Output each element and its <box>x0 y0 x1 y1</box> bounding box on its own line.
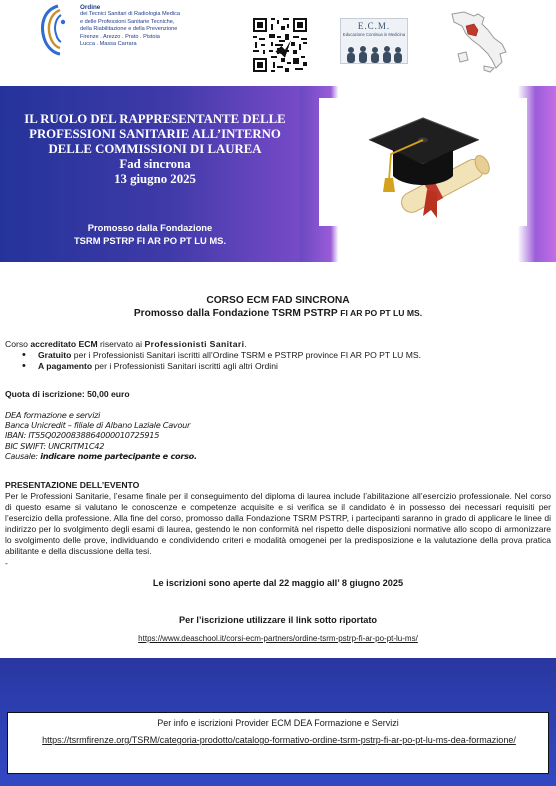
ordine-name <box>80 4 230 48</box>
bank-name: Banca Unicredit – filiale di Albano Laziale Cavour <box>5 420 191 431</box>
pricing-paid-label: A pagamento <box>38 361 93 372</box>
info-link[interactable]: https://tsrmfirenze.org/TSRM/categoria-prodotto/catalogo-formativo-ordine-tsrm-pstrp-fi-ar-po-pt-lu-ms-dea-formazione/ <box>42 735 516 745</box>
course-heading <box>5 294 551 320</box>
ordine-line: Firenze . Arezzo . Prato . Pistoia <box>80 33 160 40</box>
bank-beneficiary: DEA formazione e servizi <box>5 410 101 420</box>
promoter-line: TSRM PSTRP FI AR PO PT LU MS. <box>73 234 227 246</box>
event-format: Fad sincrona <box>119 157 191 171</box>
promoter-line: Promosso dalla Fondazione <box>87 222 213 233</box>
qr-code-icon[interactable] <box>251 16 309 74</box>
presentation-text: Per le Professioni Sanitarie, l’esame finale per il conseguimento del diploma di laurea include l’abilitazione all’esercizio professionale. Nel corso di questo esame si valutano le conoscenze e competenze acquisite e si verifica se il candidato è in possesso dei necessari requisiti per l’esercizio della professione. Alla fine del corso, promosso dalla Fondazione TSRM PSTRP, i partecipanti saranno in grado di applicare le linee di indirizzo per lo svolgimento degli esami di laurea, gestendo le non conformità nel rispetto delle disposizioni normative allo scopo di armonizzare lo svolgimento delle prove, individuando e condividendo criteri e modalità omogenei per la predisposizione e la valutazione della prova pratica abilitante e della discussione della tesi. <box>5 491 551 557</box>
people-icon <box>343 43 405 63</box>
bank-causale <box>5 451 551 461</box>
ordine-line: della Riabilitazione e della Prevenzione <box>80 26 178 33</box>
ordine-line: Ordine <box>80 4 101 11</box>
access-mid: riservato ai <box>97 339 145 349</box>
bank-bic: BIC SWIFT: UNCRITM1C42 <box>5 440 105 451</box>
ordine-line: e delle Professioni Sanitarie Tecniche, <box>80 18 175 25</box>
course-promoter-provinces: FI AR PO PT LU MS. <box>340 308 423 318</box>
ordine-logo-icon <box>38 2 72 56</box>
pricing-list <box>22 350 542 373</box>
course-promoter <box>5 307 551 320</box>
ecm-logo <box>340 18 408 64</box>
access-prefix: Corso <box>5 339 31 349</box>
ordine-line: Lucca . Massa Carrara <box>80 41 137 48</box>
list-item <box>22 361 542 372</box>
info-text: Per info e iscrizioni Provider ECM DEA Formazione e Servizi <box>157 718 399 728</box>
info-box <box>7 712 549 774</box>
bank-iban: IBAN: IT55Q0200838864000010725915 <box>5 430 160 441</box>
bank-details <box>5 410 551 461</box>
course-type: CORSO ECM FAD SINCRONA <box>206 295 350 306</box>
course-promoter-main: Promosso dalla Fondazione TSRM PSTRP <box>133 308 341 319</box>
pricing-free-text: per i Professionisti Sanitari iscritti all’Ordine TSRM e PSTRP province FI AR PO PT LU MS. <box>71 350 422 360</box>
italy-map-icon <box>444 10 510 74</box>
access-end: . <box>244 339 247 349</box>
registration-instruction: Per l’iscrizione utilizzare il link sotto riportato <box>178 615 378 625</box>
presentation-body <box>5 491 551 569</box>
registration-dates: Le iscrizioni sono aperte dal 22 maggio all’ 8 giugno 2025 <box>152 578 404 588</box>
causale-value: indicare nome partecipante e corso. <box>40 450 197 461</box>
list-item <box>22 350 542 361</box>
event-date: 13 giugno 2025 <box>114 172 196 186</box>
registration-fee: Quota di iscrizione: 50,00 euro <box>5 389 130 399</box>
causale-label: Causale: <box>5 450 41 461</box>
event-title-line: IL RUOLO DEL RAPPRESENTANTE DELLE <box>24 112 286 126</box>
ordine-line: dei Tecnici Sanitari di Radiologia Medica <box>80 11 181 18</box>
presentation-dash: - <box>5 557 8 568</box>
logo-strip <box>0 0 556 84</box>
registration-link[interactable]: https://www.deaschool.it/corsi-ecm-partners/ordine-tsrm-pstrp-fi-ar-po-pt-lu-ms/ <box>138 634 418 643</box>
pricing-paid-text: per i Professionisti Sanitari iscritti agli altri Ordini <box>92 361 278 372</box>
graduation-cap-diploma-icon <box>319 98 527 226</box>
event-title-line: PROFESSIONI SANITARIE ALL’INTERNO <box>29 127 281 141</box>
access-accredited: accreditato ECM <box>30 339 98 349</box>
ecm-subtitle: Educazione Continua in Medicina <box>342 32 406 37</box>
event-title <box>10 112 300 187</box>
pricing-free-label: Gratuito <box>38 350 72 360</box>
presentation-heading: PRESENTAZIONE DELL’EVENTO <box>5 480 140 490</box>
event-title-line: DELLE COMMISSIONI DI LAUREA <box>48 142 262 156</box>
banner-promoter <box>40 222 260 247</box>
access-professionals: Professionisti Sanitari <box>144 339 245 349</box>
ecm-title: E.C.M. <box>357 21 391 31</box>
access-line <box>5 339 551 350</box>
